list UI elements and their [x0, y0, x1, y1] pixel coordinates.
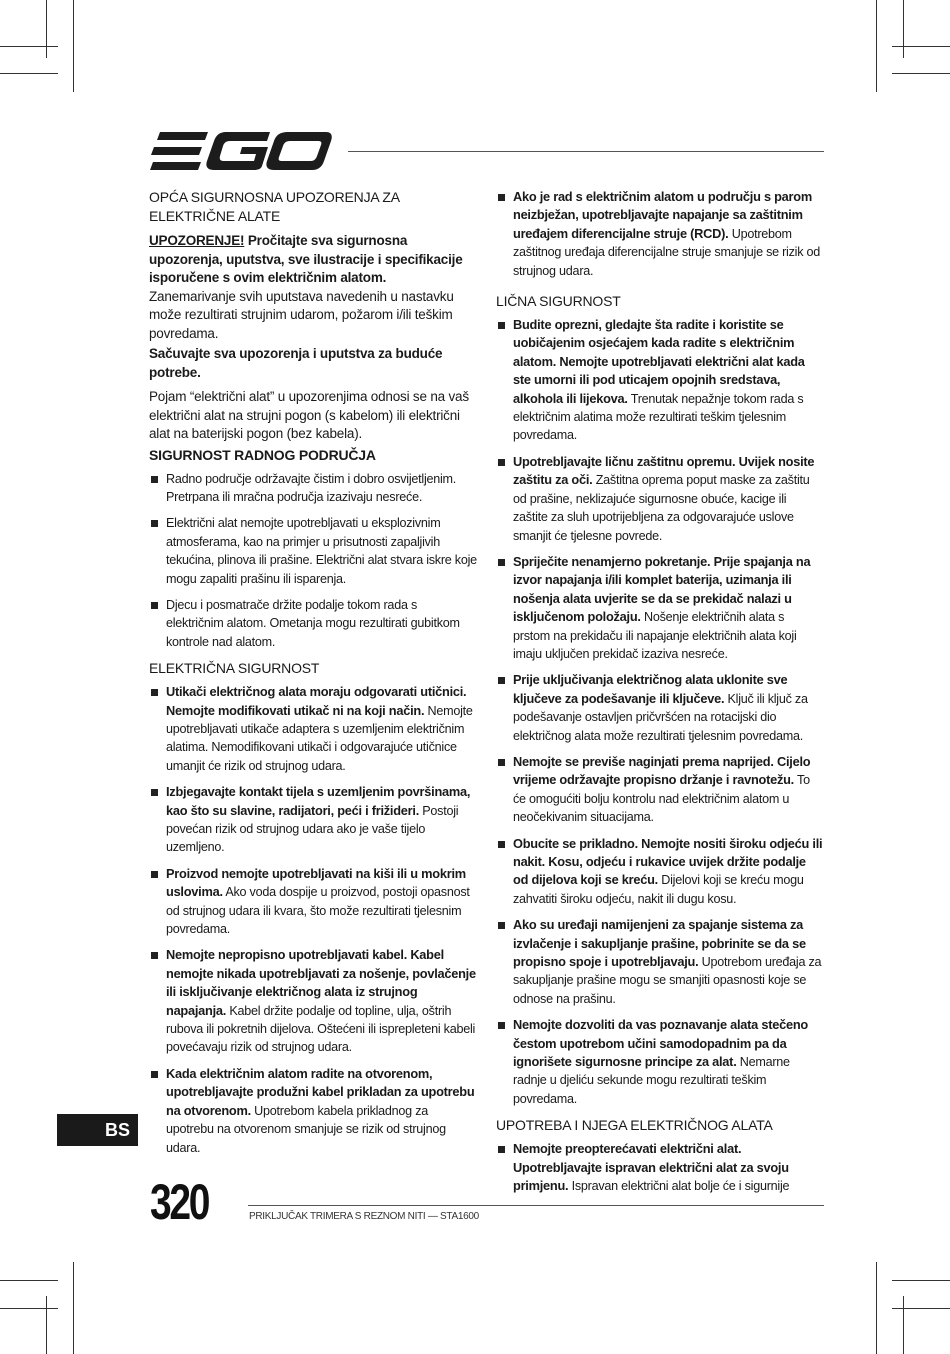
heading-tool-use-and-care: UPOTREBA I NJEGA ELEKTRIČNOG ALATA [496, 1117, 773, 1134]
list-item-text: Zaštitna oprema poput maske za zaštitu od prašine, neklizajuće sigurnosne obuće, kacige ili zaštite za sluh upotrijebljena za odgovarajuće uslove smanjit će tjelesne povrede. [513, 473, 810, 543]
crop-mark [0, 73, 58, 74]
warning-word: UPOZORENJE! [149, 233, 245, 248]
personal-safety-list [496, 316, 824, 1108]
list-item-bold: Budite oprezni, gledajte šta radite i koristite se uobičajenim osjećajem kada radite s električnim alatom. Nemojte upotrebljavati električni alat kada ste umorni ili pod uticajem opojnih sredstava, alkohola ili lijekova. [513, 317, 805, 406]
list-item-bold: Spriječite nenamjerno pokretanje. Prije spajanja na izvor napajanja i/ili komplet baterija, uzimanja ili nošenja alata uvjerite se da se prekidač nalazi u isključenom položaju. [513, 553, 811, 625]
crop-mark [892, 73, 950, 74]
language-tab: BS [57, 1114, 138, 1146]
list-item-bold: Nemojte nepropisno upotrebljavati kabel. Kabel nemojte nikada upotrebljavati za nošenje, povlačenje ili isključivanje električnog alata iz strujnog napajanja. [166, 947, 476, 1018]
list-item-text: To će omogućiti bolju kontrolu nad električnim alatom u neočekivanim situacijama. [513, 773, 810, 825]
heading-personal-safety: LIČNA SIGURNOST [496, 293, 621, 310]
crop-mark [903, 0, 904, 58]
list-item-bold: Obucite se prikladno. Nemojte nositi široku odjeću ili nakit. Kosu, odjeću i rukavice uvijek držite podalje od dijelova koji se kreću. [513, 835, 823, 888]
crop-mark [892, 46, 950, 47]
warning-text: Zanemarivanje svih uputstava navedenih u nastavku može rezultirati strujnim udarom, požarom i/ili teškim povredama. [149, 288, 454, 341]
list-item-bold: Nemojte dozvoliti da vas poznavanje alata stečeno čestom upotrebom učini samodopadnim pa da ignorišete sigurnosne principe za alat. [513, 1017, 808, 1070]
crop-mark [0, 1280, 58, 1281]
warning-paragraph [149, 232, 477, 288]
list-item [496, 916, 824, 1008]
list-item [496, 553, 824, 663]
list-item-bold: Utikači električnog alata moraju odgovarati utičnici. Nemojte modifikovati utikač ni na koji način. [166, 684, 467, 718]
list-item-bold: Upotrebljavajte ličnu zaštitnu opremu. Uvijek nosite zaštitu za oči. [513, 453, 815, 488]
list-item-text: Radno područje održavajte čistim i dobro osvijetljenim. Pretrpana ili mračna područja izazivaju nesreće. [166, 471, 457, 504]
footer-rule [248, 1205, 824, 1206]
list-item-text: Nošenje električnih alata s prstom na prekidaču ili napajanje električnih alata koji imaju uključen prekidač izaziva nesreće. [513, 610, 797, 661]
list-item-bold: Izbjegavajte kontakt tijela s uzemljenim površinama, kao što su slavine, radijatori, peći i frižideri. [166, 784, 471, 818]
list-item-bold: Kada električnim alatom radite na otvorenom, upotrebljavajte produžni kabel prikladan za upotrebu na otvorenom. [166, 1065, 475, 1118]
crop-mark [903, 1296, 904, 1354]
list-item [496, 1140, 824, 1195]
warning-bold-text: Pročitajte sva sigurnosna upozorenja, uputstva, sve ilustracije i specifikacije isporučene s ovim električnim alatom. [149, 233, 463, 285]
footer-product-name: PRIKLJUČAK TRIMERA S REZNOM NITI — STA1600 [249, 1211, 479, 1222]
list-item-bold: Nemojte se previše naginjati prema naprijed. Cijelo vrijeme održavajte propisno držanje i ravnotežu. [513, 753, 811, 788]
crop-mark [876, 1262, 877, 1354]
list-item-text: Ključ ili ključ za podešavanje ostavljen pričvršćen na rotacijski dio električnog alata može rezultirati tjelesnim povredama. [513, 691, 808, 743]
list-item-text: Upotrebom zaštitnog uređaja diferencijalne struje smanjuje se rizik od strujnog udara. [513, 226, 821, 278]
save-instructions [149, 345, 477, 382]
list-item-text: Kabel držite podalje od topline, ulja, oštrih rubova ili pokretnih dijelova. Oštećeni ili isprepleteni kabeli povećavaju rizik od strujnog udara. [166, 1003, 476, 1055]
work-area-list [149, 470, 477, 652]
left-column [149, 188, 477, 1165]
save-instructions-text: Sačuvajte sva upozorenja i uputstva za buduće potrebe. [149, 346, 443, 380]
term-definition: Pojam “električni alat” u upozorenjima odnosi se na vaš električni alat na strujni pogon (s kabelom) ili električni alat na baterijski pogon (bez kabela). [149, 389, 469, 441]
list-item-text: Upotrebom kabela prikladnog za upotrebu na otvorenom smanjuje se rizik od strujnog udara. [166, 1103, 446, 1155]
list-item-text: Ispravan električni alat bolje će i sigurnije [568, 1179, 790, 1194]
crop-mark [0, 1308, 58, 1309]
list-item [496, 753, 824, 827]
header-rule [348, 151, 824, 152]
list-item [149, 783, 477, 857]
heading-electrical-safety: ELEKTRIČNA SIGURNOST [149, 660, 320, 677]
list-item-text: Djecu i posmatrače držite podalje tokom rada s električnim alatom. Ometanja mogu rezultirati gubitkom kontrole nad alatom. [166, 597, 460, 649]
crop-mark [46, 1296, 47, 1354]
list-item-bold: Proizvod nemojte upotrebljavati na kiši ili u mokrim uslovima. [166, 865, 466, 900]
crop-mark [73, 1262, 74, 1354]
list-item [496, 316, 824, 445]
list-item-bold: Prije uključivanja električnog alata uklonite sve ključeve za podešavanje ili ključeve. [513, 672, 788, 706]
list-item-text: Trenutak nepažnje tokom rada s električnim alatima može rezultirati teškim tjelesnim povredama. [513, 391, 804, 443]
crop-mark [876, 0, 877, 92]
list-item-text: Postoji povećan rizik od strujnog udara ako je vaše tijelo uzemljeno. [166, 803, 459, 855]
list-item [496, 671, 824, 745]
list-item [496, 1016, 824, 1108]
heading-work-area-safety: SIGURNOST RADNOG PODRUČJA [149, 446, 376, 463]
list-item [496, 453, 824, 545]
list-item [149, 596, 477, 651]
crop-mark [0, 46, 58, 47]
list-item-bold: Ako su uređaji namijenjeni za spajanje sistema za izvlačenje i sakupljanje prašine, pobrinite se da se propisno spoje i upotrebljavaju. [513, 917, 806, 970]
electrical-safety-list [149, 683, 477, 1157]
crop-mark [892, 1280, 950, 1281]
list-item-bold: Ako je rad s električnim alatom u području s parom neizbježan, upotrebljavajte napajanje sa zaštitnim uređajem diferencijalne struje (RCD). [513, 189, 812, 241]
ego-logo [150, 130, 332, 172]
list-item [149, 683, 477, 775]
crop-mark [46, 0, 47, 58]
list-item [149, 946, 477, 1056]
list-item [149, 865, 477, 939]
list-item-text: Ako voda dospije u proizvod, postoji opasnost od strujnog udara ili kvara, što može rezultirati tjelesnim povredama. [166, 885, 470, 937]
right-column [496, 188, 824, 1204]
crop-mark [892, 1308, 950, 1309]
list-item [149, 514, 477, 588]
list-item [496, 188, 824, 280]
section-title-general-warnings: OPĆA SIGURNOSNA UPOZORENJA ZA ELEKTRIČNE ALATE [149, 189, 400, 224]
electrical-safety-list-continued [496, 188, 824, 280]
page-number: 320 [150, 1174, 209, 1230]
list-item-bold: Nemojte preopterećavati električni alat. Upotrebljavajte ispravan električni alat za svoju primjenu. [513, 1141, 789, 1194]
list-item-text: Dijelovi koji se kreću mogu zahvatiti široku odjeću, nakit ili dugu kosu. [513, 873, 804, 906]
list-item [149, 470, 477, 507]
list-item-text: Električni alat nemojte upotrebljavati u eksplozivnim atmosferama, kao na primjer u prisutnosti zapaljivih tekućina, plinova ili prašine. Električni alat stvara iskre koje mogu zapaliti prašinu ili isparenja. [166, 516, 477, 586]
list-item-text: Upotrebom uređaja za sakupljanje prašine mogu se smanjiti opasnosti koje se odnose na prašinu. [513, 955, 822, 1006]
list-item [496, 835, 824, 909]
list-item [149, 1065, 477, 1157]
tool-use-care-list [496, 1140, 824, 1195]
list-item-text: Nemojte upotrebljavati utikače adaptera s uzemljenim električnim alatima. Nemodifikovani utikači i odgovarajuće utičnice umanjit će rizik od strujnog udara. [166, 703, 473, 773]
list-item-text: Nemarne radnje u djeliću sekunde mogu rezultirati teškim povredama. [513, 1055, 790, 1106]
crop-mark [73, 0, 74, 92]
